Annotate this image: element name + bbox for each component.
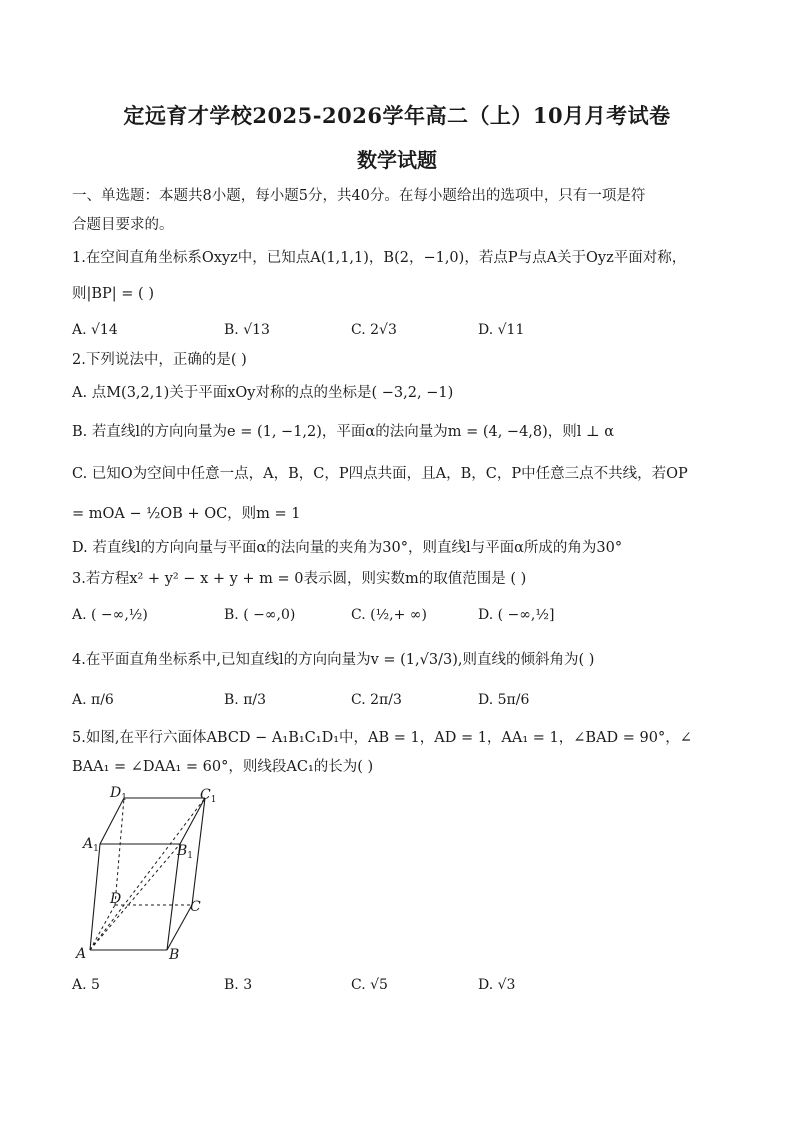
- question-4-option-c: C. 2π/3: [351, 692, 402, 708]
- edge-cc1: [192, 798, 205, 905]
- section-instructions-line1: 一、单选题：本题共8小题，每小题5分，共40分。在每小题给出的选项中，只有一项是符: [72, 188, 646, 204]
- diagonal-ab1: [90, 844, 180, 950]
- question-1-stem-cont: 则|BP| = ( ): [72, 286, 154, 302]
- question-1-stem: 1.在空间直角坐标系Oxyz中，已知点A(1,1,1)，B(2，−1,0)，若点P与点A关于Oyz平面对称，: [72, 250, 687, 266]
- question-5-option-a: A. 5: [72, 977, 100, 993]
- label-d: D: [110, 891, 122, 907]
- label-b: B: [169, 947, 180, 962]
- label-a1: $A_1$: [83, 836, 99, 854]
- exam-subtitle: 数学试题: [357, 148, 437, 172]
- question-3-option-d: D. ( −∞,½]: [478, 607, 555, 623]
- question-4-option-d: D. 5π/6: [478, 692, 530, 708]
- question-5-stem-cont: BAA₁ = ∠DAA₁ = 60°，则线段AC₁的长为( ): [72, 759, 374, 775]
- question-3-option-c: C. (½,+ ∞): [351, 607, 427, 623]
- question-2-statement-a: A. 点M(3,2,1)关于平面xOy对称的点的坐标是( −3,2, −1): [72, 385, 454, 401]
- question-3-option-a: A. ( −∞,½): [72, 607, 148, 623]
- label-d1: $D_1$: [110, 785, 127, 803]
- question-2-statement-c-cont: = mOA − ½OB + OC，则m = 1: [72, 506, 301, 522]
- question-1-option-c: C. 2√3: [351, 322, 397, 338]
- question-4-stem: 4.在平面直角坐标系中,已知直线l的方向向量为v = (1,√3/3),则直线的倾斜角为( ): [72, 652, 595, 668]
- question-4-option-b: B. π/3: [224, 692, 267, 708]
- question-1-option-a: A. √14: [72, 322, 118, 338]
- edge-bc: [167, 905, 192, 950]
- parallelepiped-figure: [72, 782, 222, 962]
- question-3-stem: 3.若方程x² + y² − x + y + m = 0表示圆，则实数m的取值范围是 ( ): [72, 571, 527, 587]
- question-1-option-d: D. √11: [478, 322, 525, 338]
- question-2-statement-c: C. 已知O为空间中任意一点，A，B，C，P四点共面，且A，B，C，P中任意三点不共线，若OP: [72, 466, 688, 482]
- question-2-stem: 2.下列说法中，正确的是( ): [72, 352, 247, 368]
- question-5-stem: 5.如图,在平行六面体ABCD − A₁B₁C₁D₁中，AB = 1，AD = 1，AA₁ = 1，∠BAD = 90°，∠: [72, 730, 692, 746]
- label-c: C: [190, 899, 201, 915]
- question-5-option-d: D. √3: [478, 977, 516, 993]
- edge-bb1: [167, 844, 180, 950]
- question-2-statement-d: D. 若直线l的方向向量与平面α的法向量的夹角为30°，则直线l与平面α所成的角为30°: [72, 540, 623, 556]
- edge-b1c1: [180, 798, 205, 844]
- exam-title: 定远育才学校2025-2026学年高二（上）10月月考试卷: [123, 103, 671, 128]
- label-c1: $C_1$: [200, 787, 217, 805]
- edge-dd1-hidden: [115, 798, 124, 905]
- question-4-option-a: A. π/6: [72, 692, 114, 708]
- question-5-option-c: C. √5: [351, 977, 388, 993]
- question-5-option-b: B. 3: [224, 977, 253, 993]
- diagonal-ac1: [90, 798, 205, 950]
- question-2-statement-b: B. 若直线l的方向向量为e = (1, −1,2)，平面α的法向量为m = (4, −4,8)，则l ⊥ α: [72, 424, 615, 440]
- label-a: A: [76, 946, 87, 962]
- label-b1: $B_1$: [177, 843, 194, 861]
- section-instructions-line2: 合题目要求的。: [72, 217, 174, 233]
- question-3-option-b: B. ( −∞,0): [224, 607, 296, 623]
- question-1-option-b: B. √13: [224, 322, 270, 338]
